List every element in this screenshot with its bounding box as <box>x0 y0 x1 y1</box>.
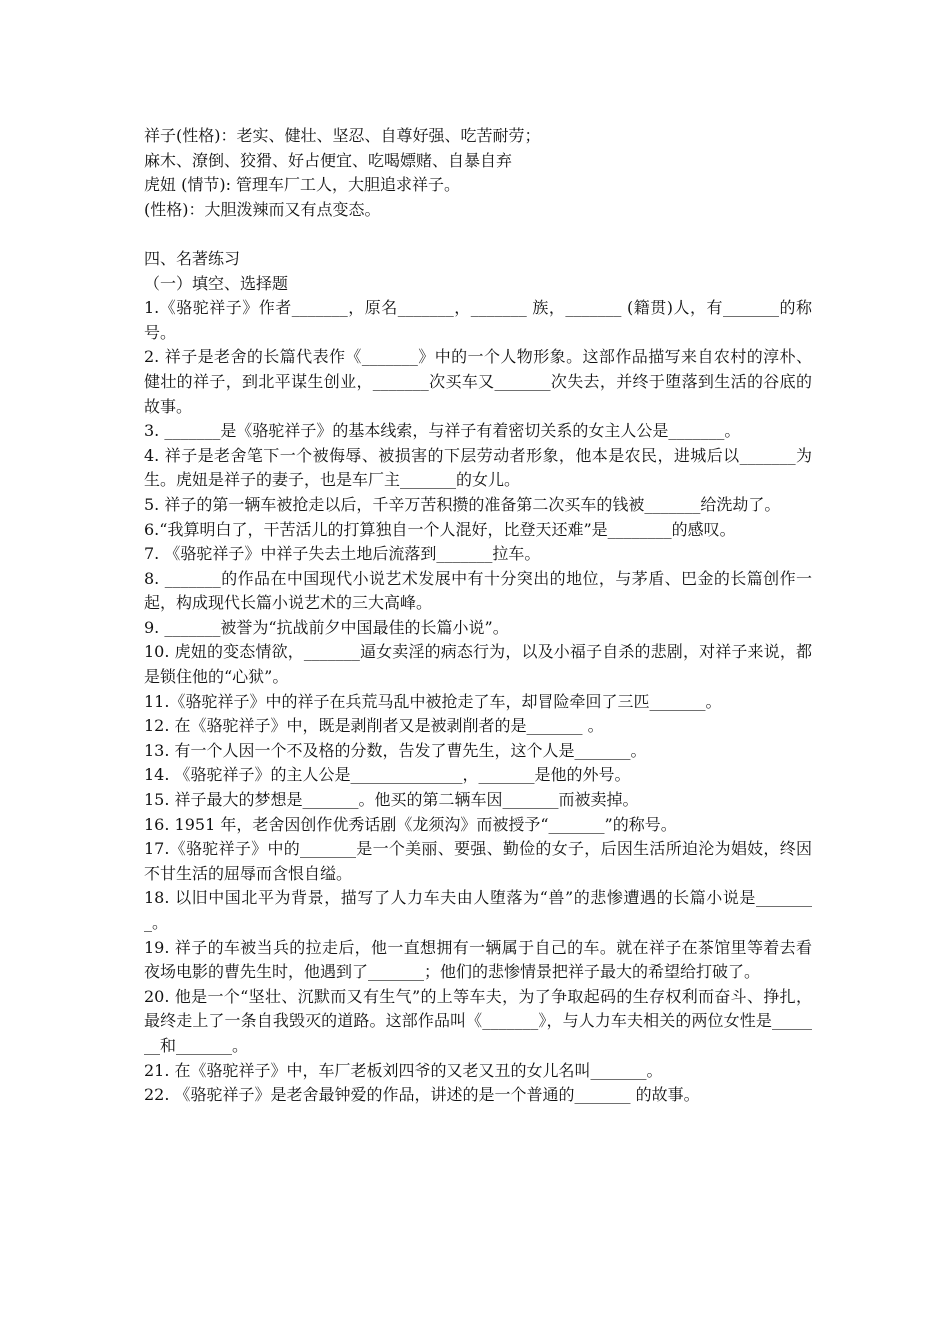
question-1: 1.《骆驼祥子》作者_______，原名_______，_______ 族，_______ (籍贯)人，有_______的称号。 <box>144 298 812 342</box>
question-17: 17.《骆驼祥子》中的_______是一个美丽、要强、勤俭的女子，后因生活所迫沦为娼妓，终因不甘生活的屈辱而含恨自缢。 <box>144 839 812 883</box>
intro-line-xiangzi-traits: 祥子(性格)：老实、健壮、坚忍、自尊好强、吃苦耐劳； <box>144 126 541 145</box>
question-2: 2. 祥子是老舍的长篇代表作《_______》中的一个人物形象。这部作品描写来自农村的淳朴、健壮的祥子，到北平谋生创业，_______次买车又_______次失去，并终于堕落到生活的谷底的故事。 <box>144 347 812 416</box>
intro-line-huniu-plot: 虎妞 (情节): 管理车厂工人，大胆追求祥子。 <box>144 175 461 195</box>
question-19: 19. 祥子的车被当兵的拉走后，他一直想拥有一辆属于自己的车。就在祥子在茶馆里等着去看夜场电影的曹先生时，他遇到了_______；他们的悲惨情景把祥子最大的希望给打破了。 <box>144 937 812 982</box>
question-16: 16. 1951 年，老舍因创作优秀话剧《龙须沟》而被授予“_______”的称号。 <box>144 814 677 834</box>
question-11: 11.《骆驼祥子》中的祥子在兵荒马乱中被抢走了车，却冒险牵回了三匹_______。 <box>144 691 722 711</box>
question-4: 4. 祥子是老舍笔下一个被侮辱、被损害的下层劳动者形象，他本是农民，进城后以_______为生。虎妞是祥子的妻子，也是车厂主_______的女儿。 <box>144 445 812 490</box>
question-12: 12. 在《骆驼祥子》中，既是剥削者又是被剥削者的是_______ 。 <box>144 716 604 736</box>
question-6: 6.“我算明白了，干苦活儿的打算独自一个人混好，比登天还难”是________的感叹。 <box>144 519 736 539</box>
section-title: 四、名著练习 <box>144 248 241 268</box>
question-18: 18. 以旧中国北平为背景，描写了人力车夫由人堕落为“兽”的悲惨遭遇的长篇小说是________。 <box>144 888 812 932</box>
question-13: 13. 有一个人因一个不及格的分数，告发了曹先生，这个人是_______。 <box>144 740 647 760</box>
question-list <box>144 296 812 1108</box>
document-page <box>144 124 812 1108</box>
section-subtitle: （一）填空、选择题 <box>144 273 289 293</box>
question-15: 15. 祥子最大的梦想是_______。他买的第二辆车因_______而被卖掉。 <box>144 790 639 810</box>
question-21: 21. 在《骆驼祥子》中，车厂老板刘四爷的又老又丑的女儿名叫_______。 <box>144 1060 663 1080</box>
spacer <box>144 222 812 247</box>
question-5: 5. 祥子的第一辆车被抢走以后，千辛万苦积攒的准备第二次买车的钱被_______给洗劫了。 <box>144 494 781 514</box>
question-20: 20. 他是一个“坚壮、沉默而又有生气”的上等车夫，为了争取起码的生存权利而奋斗、挣扎，最终走上了一条自我毁灭的道路。这部作品叫《_______》，与人力车夫相关的两位女性是_______和_______。 <box>144 986 812 1055</box>
question-22: 22. 《骆驼祥子》是老舍最钟爱的作品，讲述的是一个普通的_______ 的故事。 <box>144 1085 700 1105</box>
question-10: 10. 虎妞的变态情欲，_______逼女卖淫的病态行为，以及小福子自杀的悲剧，对祥子来说，都是锁住他的“心狱”。 <box>144 642 812 687</box>
intro-line-huniu-traits: (性格)：大胆泼辣而又有点变态。 <box>144 199 381 219</box>
question-3: 3. _______是《骆驼祥子》的基本线索，与祥子有着密切关系的女主人公是_______。 <box>144 421 741 441</box>
question-9: 9. _______被誉为“抗战前夕中国最佳的长篇小说”。 <box>144 617 509 637</box>
question-14: 14. 《骆驼祥子》的主人公是______________，_______是他的外号。 <box>144 765 631 785</box>
question-7: 7. 《骆驼祥子》中祥子失去土地后流落到_______拉车。 <box>144 544 541 564</box>
intro-line-xiangzi-traits-negative: 麻木、潦倒、狡猾、好占便宜、吃喝嫖赌、自暴自弃 <box>144 150 513 170</box>
question-8: 8. _______的作品在中国现代小说艺术发展中有十分突出的地位，与茅盾、巴金的长篇创作一起，构成现代长篇小说艺术的三大高峰。 <box>144 568 812 613</box>
